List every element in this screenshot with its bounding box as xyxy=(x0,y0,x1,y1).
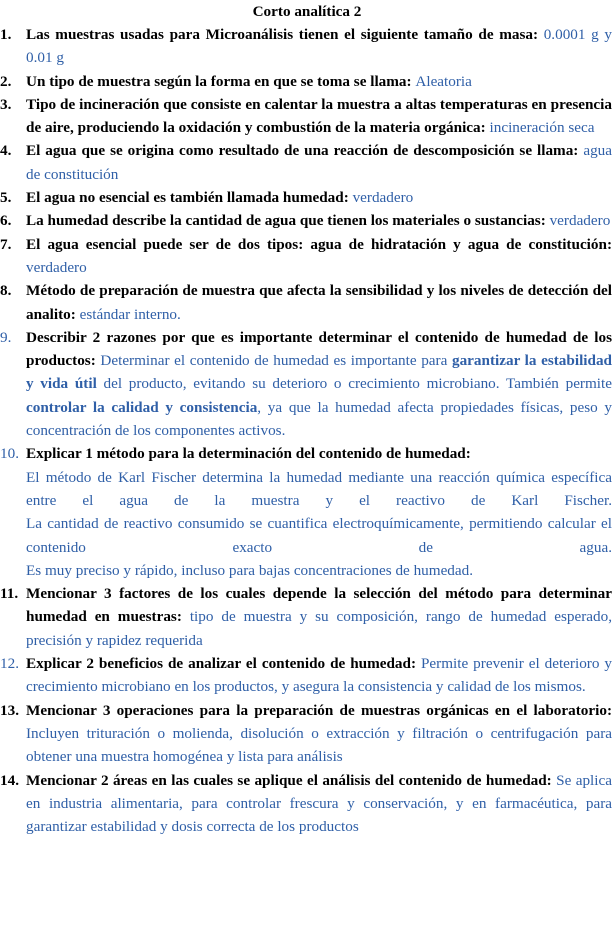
question-7 xyxy=(0,233,614,280)
answer-text: verdadero xyxy=(26,258,87,276)
question-text: Método de preparación de muestra que afecta la sensibilidad y los niveles de detección del analito: xyxy=(26,282,612,323)
answer-text: verdadero xyxy=(549,212,611,230)
question-3 xyxy=(0,93,614,140)
page-title: Corto analítica 2 xyxy=(252,3,362,20)
question-number: 9. xyxy=(0,328,12,346)
answer-emphasis: garantizar la estabilidad y vida útil xyxy=(26,352,612,393)
answer-part: , ya que la humedad afecta propiedades físicas, peso y concentración de los componentes activos. xyxy=(26,398,612,440)
question-text: Explicar 2 beneficios de analizar el contenido de humedad: xyxy=(26,655,421,673)
question-2 xyxy=(0,70,614,93)
question-9 xyxy=(0,326,614,442)
question-10 xyxy=(0,442,614,582)
question-number: 5. xyxy=(0,189,12,207)
answer-text: Permite prevenir el deterioro y crecimiento microbiano en los productos, y asegura la consistencia y calidad de los mismos. xyxy=(26,655,612,696)
question-number: 10. xyxy=(0,445,19,463)
answer-text: 0.0001 g y 0.01 g xyxy=(26,26,612,67)
answer-text xyxy=(26,352,612,439)
question-number: 3. xyxy=(0,95,12,113)
question-12 xyxy=(0,652,614,699)
question-text: Un tipo de muestra según la forma en que se toma se llama: xyxy=(26,72,416,90)
question-number: 7. xyxy=(0,235,12,253)
answer-part: Determinar el contenido de humedad es importante para xyxy=(100,352,452,370)
answer-text: Se aplica en industria alimentaria, para controlar frescura y conservación, y en farmacéutica, para garantizar estabilidad y dosis correcta de los productos xyxy=(26,771,612,836)
question-number: 8. xyxy=(0,282,12,300)
question-text: Las muestras usadas para Microanálisis tienen el siguiente tamaño de masa: xyxy=(26,26,544,43)
question-number: 11. xyxy=(0,585,19,603)
question-text: Mencionar 3 operaciones para la preparación de muestras orgánicas en el laboratorio: xyxy=(26,701,612,719)
question-text: El agua esencial puede ser de dos tipos: agua de hidratación y agua de constitución: xyxy=(26,235,612,253)
answer-paragraph: La cantidad de reactivo consumido se cuantifica electroquímicamente, permitiendo calcular el contenido exacto de agua. xyxy=(26,515,612,556)
answer-text: Aleatoria xyxy=(415,72,472,90)
answer-text: agua de constitución xyxy=(26,142,612,183)
question-text: Tipo de incineración que consiste en calentar la muestra a altas temperaturas en presencia de aire, produciendo la oxidación y combustión de la materia orgánica: xyxy=(26,95,612,137)
answer-paragraph: Es muy preciso y rápido, incluso para bajas concentraciones de humedad. xyxy=(26,561,474,579)
answer-text: incineración seca xyxy=(489,119,595,137)
question-number: 14. xyxy=(0,771,19,789)
question-text: Explicar 1 método para la determinación del contenido de humedad: xyxy=(26,445,471,463)
answer-text: estándar interno. xyxy=(79,305,181,323)
question-text: Mencionar 2 áreas en las cuales se aplique el análisis del contenido de humedad: xyxy=(26,771,557,789)
question-13 xyxy=(0,699,614,769)
question-number: 13. xyxy=(0,701,19,719)
answer-text: Incluyen trituración o molienda, disolución o extracción y filtración o centrifugación para obtener una muestra homogénea y lista para análisis xyxy=(26,724,612,766)
question-text: La humedad describe la cantidad de agua que tienen los materiales o sustancias: xyxy=(26,212,550,230)
question-6 xyxy=(0,209,614,232)
question-text: El agua no esencial es también llamada humedad: xyxy=(26,189,353,207)
question-8 xyxy=(0,279,614,326)
question-list xyxy=(0,23,614,838)
question-number: 6. xyxy=(0,212,12,230)
question-number: 1. xyxy=(0,26,12,43)
answer-emphasis: controlar la calidad y consistencia xyxy=(26,398,258,416)
answer-paragraph: El método de Karl Fischer determina la humedad mediante una reacción química específica entre el agua de la muestra y el reactivo de Karl Fischer. xyxy=(26,468,612,509)
answer-text: tipo de muestra y su composición, rango de humedad esperado, precisión y rapidez requerida xyxy=(26,608,612,649)
answer-text xyxy=(26,466,612,582)
answer-text: verdadero xyxy=(352,189,414,207)
question-number: 2. xyxy=(0,72,12,90)
question-text: El agua que se origina como resultado de una reacción de descomposición se llama: xyxy=(26,142,584,160)
answer-part: del producto, evitando su deterioro o crecimiento microbiano. También permite xyxy=(96,375,612,393)
question-1 xyxy=(0,23,614,70)
question-number: 4. xyxy=(0,142,12,160)
question-number: 12. xyxy=(0,655,19,673)
question-4 xyxy=(0,139,614,186)
question-11 xyxy=(0,582,614,652)
question-text: Describir 2 razones por que es importante determinar el contenido de humedad de los productos: xyxy=(26,328,612,370)
question-14 xyxy=(0,769,614,839)
question-text: Mencionar 3 factores de los cuales depende la selección del método para determinar humedad en muestras: xyxy=(26,585,612,626)
question-5 xyxy=(0,186,614,209)
